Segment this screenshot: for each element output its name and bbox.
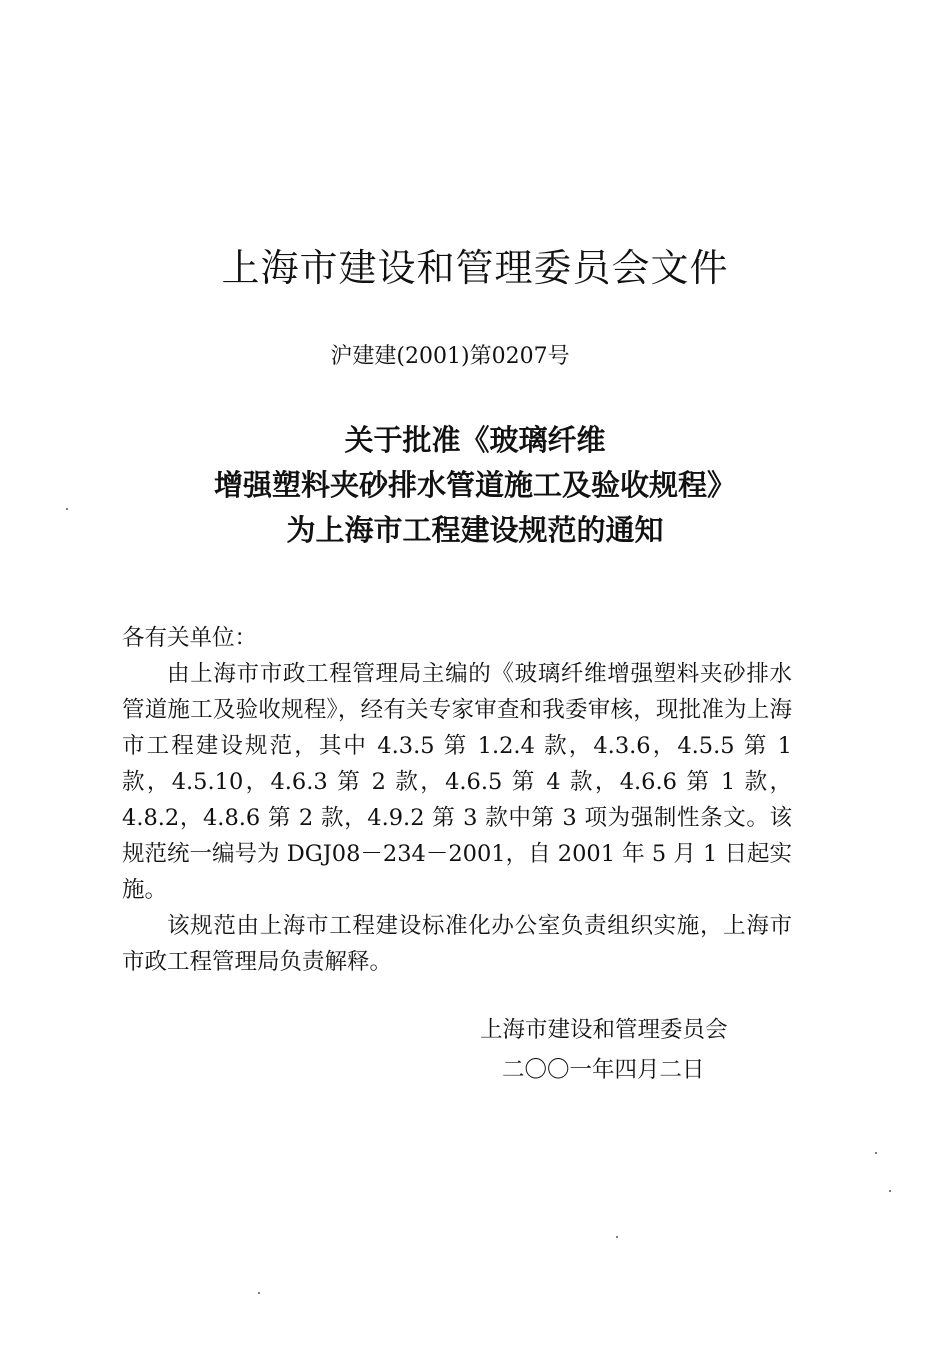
document-header-title: 上海市建设和管理委员会文件	[221, 246, 729, 290]
notice-title-line-3: 为上海市工程建设规范的通知	[286, 513, 664, 547]
scan-speck	[616, 1236, 618, 1238]
signature-block	[480, 1010, 780, 1090]
scan-speck	[875, 1152, 877, 1154]
scan-speck	[66, 508, 68, 510]
body-paragraph-1: 由上海市市政工程管理局主编的《玻璃纤维增强塑料夹砂排水管道施工及验收规程》，经有关专家审查和我委审核，现批准为上海市工程建设规范，其中 4.3.5 第 1.2.4 款，4.3.6，4.5.5 第 1 款，4.5.10，4.6.3 第 2 款，4.6.5 第 4 款，4.6.6 第 1 款，4.8.2，4.8.6 第 2 款，4.9.2 第 3 款中第 3 项为强制性条文。该规范统一编号为 DGJ08－234－2001，自 2001 年 5 月 1 日起实施。	[122, 661, 792, 903]
body-paragraph-2: 该规范由上海市工程建设标准化办公室负责组织实施，上海市市政工程管理局负责解释。	[122, 913, 792, 975]
salutation: 各有关单位：	[122, 625, 258, 651]
signature-date: 二〇〇一年四月二日	[502, 1057, 705, 1083]
scan-speck	[258, 1292, 260, 1294]
scan-speck	[889, 1190, 891, 1192]
document-number: 沪建建(2001)第0207号	[330, 344, 570, 369]
notice-title-line-1: 关于批准《玻璃纤维	[344, 423, 606, 457]
notice-title	[0, 418, 950, 553]
notice-body	[122, 620, 792, 980]
notice-title-line-2: 增强塑料夹砂排水管道施工及验收规程》	[213, 468, 736, 502]
signature-organization: 上海市建设和管理委员会	[480, 1017, 728, 1043]
